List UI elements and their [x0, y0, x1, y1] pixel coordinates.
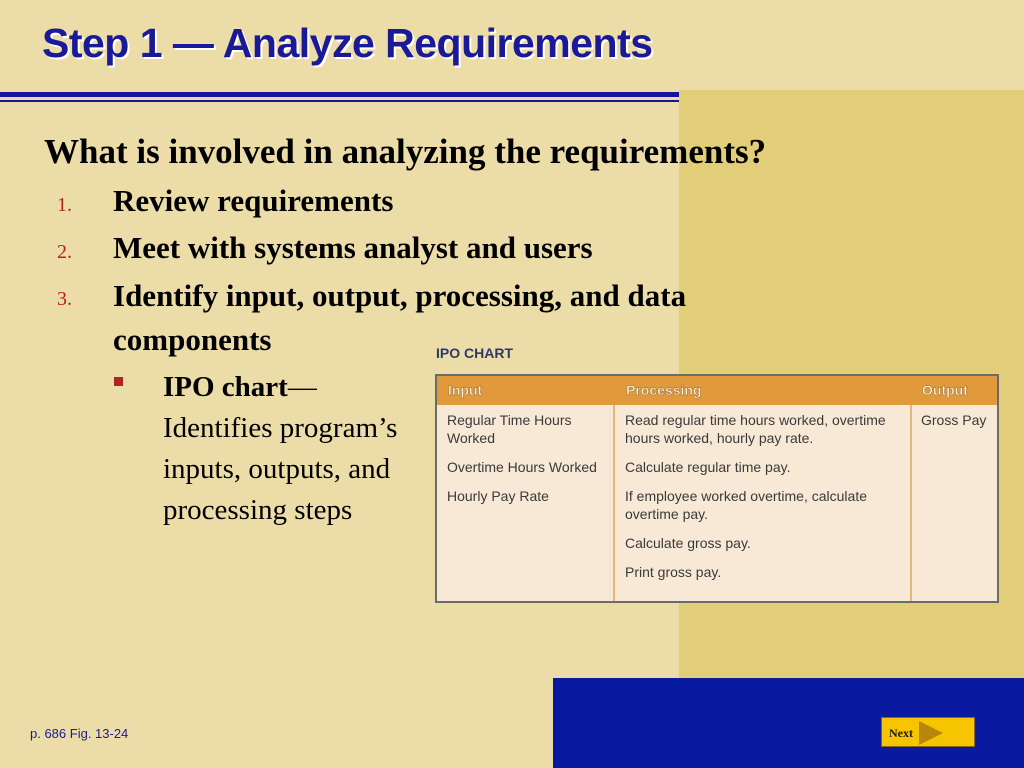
processing-item: If employee worked overtime, calculate overtime pay. [625, 488, 867, 522]
ipo-chart-table [435, 374, 999, 603]
ipo-chart-header-row [437, 376, 997, 405]
step-text-3-line2: components [113, 322, 272, 357]
header-processing: Processing [626, 382, 702, 398]
figure-reference: p. 686 Fig. 13-24 [30, 726, 129, 741]
right-arrow-icon [919, 721, 943, 745]
input-item: Regular Time Hours Worked [447, 412, 572, 446]
header-input: Input [448, 382, 483, 398]
square-bullet-icon [114, 377, 123, 386]
column-divider-1 [613, 405, 615, 601]
processing-item: Calculate gross pay. [625, 535, 751, 551]
ipo-chart-bullet [163, 367, 418, 531]
step-text-2: Meet with systems analyst and users [113, 230, 593, 265]
input-item: Overtime Hours Worked [447, 459, 597, 475]
em-dash: — [287, 371, 317, 403]
processing-item: Calculate regular time pay. [625, 459, 791, 475]
step-number-1: 1. [57, 194, 72, 216]
step-number-2: 2. [57, 241, 72, 263]
slide-title: Step 1 — Analyze Requirements [42, 20, 653, 66]
step-number-3: 3. [57, 288, 72, 310]
next-button-label: Next [889, 726, 913, 740]
next-button[interactable] [881, 717, 975, 747]
header-output: Output [922, 382, 968, 398]
step-text-1: Review requirements [113, 183, 394, 218]
column-divider-2 [910, 405, 912, 601]
title-divider-thick [0, 92, 679, 97]
output-item: Gross Pay [921, 412, 987, 428]
input-item: Hourly Pay Rate [447, 488, 549, 504]
processing-item: Print gross pay. [625, 564, 722, 580]
ipo-chart-term: IPO chart [163, 371, 288, 403]
slide-question: What is involved in analyzing the requirements? [44, 132, 767, 171]
ipo-chart-caption: IPO CHART [436, 345, 513, 361]
ipo-chart-description: Identifies program’s inputs, outputs, and processing steps [163, 412, 398, 526]
processing-item: Read regular time hours worked, overtime hours worked, hourly pay rate. [625, 412, 886, 446]
step-text-3-line1: Identify input, output, processing, and data [113, 278, 687, 313]
title-divider-thin [0, 100, 679, 102]
